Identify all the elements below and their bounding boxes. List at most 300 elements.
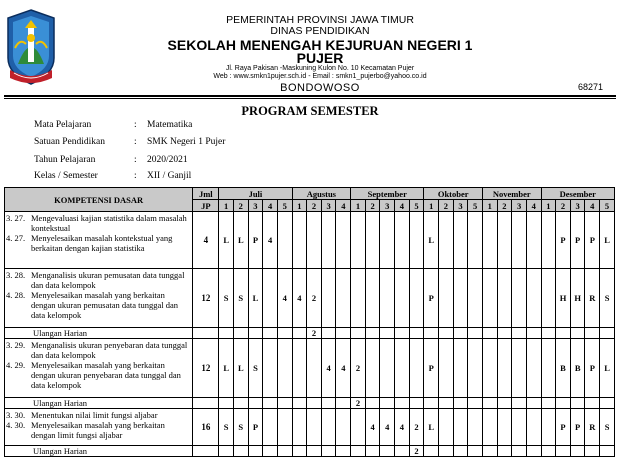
letterhead-agency: DINAS PENDIDIKAN [270, 25, 370, 37]
info-label: Mata Pelajaran [34, 120, 92, 130]
week-cell: 2 [351, 339, 366, 398]
header-week: 2 [233, 200, 248, 212]
week-cell: R [585, 409, 600, 446]
header-week: 1 [424, 200, 439, 212]
week-cell [497, 212, 512, 269]
week-cell: L [424, 409, 439, 446]
week-cell [277, 212, 292, 269]
week-cell [365, 328, 380, 339]
week-cell [365, 339, 380, 398]
info-separator: : [134, 137, 137, 147]
week-cell [336, 409, 351, 446]
competency-row [5, 269, 615, 328]
week-cell [600, 398, 615, 409]
header-week: 1 [541, 200, 556, 212]
week-cell [307, 212, 322, 269]
week-cell [263, 339, 278, 398]
week-cell [307, 398, 322, 409]
week-cell [497, 328, 512, 339]
week-cell: S [248, 339, 263, 398]
week-cell [277, 398, 292, 409]
week-cell: P [424, 339, 439, 398]
week-cell [468, 398, 483, 409]
competency-text: Mengevaluasi kajian statistika dalam masalah kontekstual [31, 213, 187, 233]
week-cell [365, 212, 380, 269]
week-cell [292, 398, 307, 409]
week-cell [497, 446, 512, 457]
week-cell: P [556, 212, 571, 269]
week-cell [395, 212, 410, 269]
week-cell [526, 212, 541, 269]
competency-cell [5, 409, 193, 446]
competency-cell [5, 339, 193, 398]
week-cell: 4 [395, 409, 410, 446]
week-cell [512, 328, 527, 339]
week-cell: 4 [380, 409, 395, 446]
week-cell: S [600, 409, 615, 446]
week-cell [482, 398, 497, 409]
week-cell: 2 [307, 328, 322, 339]
week-cell [263, 409, 278, 446]
week-cell [439, 339, 454, 398]
week-cell: 4 [321, 339, 336, 398]
competency-number: 3. 30. [6, 410, 26, 420]
competency-row [5, 212, 615, 269]
week-cell [556, 446, 571, 457]
header-week: 2 [497, 200, 512, 212]
week-cell [497, 269, 512, 328]
letterhead-address: Jl. Raya Pakisan -Maskuning Kulon No. 10 Kecamatan Pujer [225, 65, 415, 72]
header-week: 1 [482, 200, 497, 212]
competency-item [5, 213, 191, 233]
info-value: 2020/2021 [147, 155, 188, 165]
week-cell [439, 328, 454, 339]
week-cell [380, 269, 395, 328]
header-week: 3 [248, 200, 263, 212]
week-cell [248, 446, 263, 457]
week-cell [219, 446, 234, 457]
week-cell: P [424, 269, 439, 328]
week-cell [307, 339, 322, 398]
week-cell [263, 398, 278, 409]
week-cell [321, 212, 336, 269]
week-cell [453, 446, 468, 457]
week-cell [233, 446, 248, 457]
week-cell [219, 398, 234, 409]
letterhead-postal-code: 68271 [578, 82, 604, 92]
header-week: 4 [336, 200, 351, 212]
week-cell [395, 269, 410, 328]
letterhead-city: BONDOWOSO [280, 82, 360, 94]
week-cell [233, 398, 248, 409]
competency-text: Menganalisis ukuran pemusatan data tunggal dan data kelompok [31, 270, 185, 290]
week-cell [482, 409, 497, 446]
week-cell [424, 328, 439, 339]
week-cell: H [556, 269, 571, 328]
week-cell [526, 398, 541, 409]
ulangan-harian-row [5, 446, 615, 457]
header-month: Juli [219, 188, 292, 200]
week-cell [219, 328, 234, 339]
week-cell: 2 [409, 409, 424, 446]
week-cell: 2 [307, 269, 322, 328]
week-cell: L [219, 212, 234, 269]
competency-number: 4. 27. [6, 233, 26, 243]
competency-cell [5, 212, 193, 269]
week-cell: P [585, 212, 600, 269]
week-cell [556, 398, 571, 409]
week-cell: S [600, 269, 615, 328]
week-cell: S [233, 269, 248, 328]
week-cell: H [570, 269, 585, 328]
week-cell [336, 446, 351, 457]
week-cell [307, 446, 322, 457]
ulangan-harian-row [5, 398, 615, 409]
week-cell [439, 446, 454, 457]
week-cell [409, 269, 424, 328]
week-cell [277, 328, 292, 339]
header-week: 5 [277, 200, 292, 212]
week-cell [336, 269, 351, 328]
week-cell [263, 446, 278, 457]
week-cell: L [600, 212, 615, 269]
week-cell [556, 328, 571, 339]
header-month: November [482, 188, 541, 200]
week-cell [292, 328, 307, 339]
week-cell [395, 339, 410, 398]
week-cell: B [556, 339, 571, 398]
week-cell [380, 328, 395, 339]
week-cell [468, 328, 483, 339]
week-cell [497, 339, 512, 398]
info-value: Matematika [147, 120, 193, 130]
week-cell [409, 398, 424, 409]
week-cell [526, 328, 541, 339]
week-cell: R [585, 269, 600, 328]
header-week: 2 [556, 200, 571, 212]
week-cell [600, 328, 615, 339]
competency-item [5, 410, 191, 420]
competency-number: 3. 28. [6, 270, 26, 280]
info-separator: : [134, 171, 137, 181]
week-cell [453, 328, 468, 339]
info-separator: : [134, 155, 137, 165]
week-cell [365, 269, 380, 328]
week-cell [424, 398, 439, 409]
header-week: 1 [292, 200, 307, 212]
week-cell: P [248, 409, 263, 446]
week-cell [541, 446, 556, 457]
week-cell [526, 446, 541, 457]
week-cell: P [585, 339, 600, 398]
header-month: Oktober [424, 188, 483, 200]
info-row-school-year [34, 154, 334, 166]
header-week: 4 [585, 200, 600, 212]
document-title: PROGRAM SEMESTER [241, 104, 379, 118]
week-cell [468, 446, 483, 457]
week-cell [453, 409, 468, 446]
week-cell [512, 398, 527, 409]
week-cell [453, 339, 468, 398]
header-week: 3 [570, 200, 585, 212]
week-cell: 4 [292, 269, 307, 328]
jp-hours-cell: 12 [193, 339, 219, 398]
jp-hours-cell [193, 446, 219, 457]
week-cell [482, 446, 497, 457]
header-week: 3 [453, 200, 468, 212]
week-cell: 4 [365, 409, 380, 446]
header-week: 5 [468, 200, 483, 212]
week-cell [482, 328, 497, 339]
week-cell [497, 409, 512, 446]
week-cell: L [233, 339, 248, 398]
competency-row [5, 409, 615, 446]
week-cell: L [219, 339, 234, 398]
week-cell [248, 328, 263, 339]
week-cell: B [570, 339, 585, 398]
week-cell [585, 446, 600, 457]
week-cell [321, 398, 336, 409]
week-cell [512, 446, 527, 457]
week-cell [541, 269, 556, 328]
header-week: 2 [365, 200, 380, 212]
letterhead-school-location: PUJER [296, 50, 344, 66]
week-cell [570, 328, 585, 339]
info-row-institution [34, 136, 334, 148]
competency-text: Menganalisis ukuran penyebaran data tunggal dan data kelompok [31, 340, 188, 360]
week-cell [512, 409, 527, 446]
letterhead-government: PEMERINTAH PROVINSI JAWA TIMUR [226, 14, 414, 26]
week-cell [321, 409, 336, 446]
header-row-months [5, 188, 615, 200]
header-jp: JP [193, 200, 219, 212]
week-cell [526, 409, 541, 446]
week-cell [570, 446, 585, 457]
info-label: Kelas / Semester [34, 171, 98, 181]
week-cell: 4 [277, 269, 292, 328]
week-cell: P [570, 212, 585, 269]
week-cell [409, 339, 424, 398]
competency-text: Menyelesaikan masalah yang berkaitan dengan ukuran pemusatan data tunggal dan data kelompok [31, 290, 179, 320]
week-cell [541, 398, 556, 409]
letterhead-divider-thick [4, 95, 616, 97]
week-cell [541, 409, 556, 446]
week-cell: P [570, 409, 585, 446]
header-week: 4 [395, 200, 410, 212]
header-jml: Jml [193, 188, 219, 200]
week-cell [482, 269, 497, 328]
week-cell [395, 446, 410, 457]
ulangan-harian-label: Ulangan Harian [5, 446, 193, 457]
week-cell [307, 409, 322, 446]
competency-text: Menentukan nilai limit fungsi aljabar [31, 410, 158, 420]
header-month: Agustus [292, 188, 351, 200]
info-separator: : [134, 120, 137, 130]
week-cell [526, 339, 541, 398]
week-cell [292, 212, 307, 269]
week-cell [292, 409, 307, 446]
competency-text: Menyelesaikan masalah yang berkaitan dengan ukuran penyebaran data tunggal dan data kelompok [31, 360, 181, 390]
week-cell [600, 446, 615, 457]
letterhead-school-name: SEKOLAH MENENGAH KEJURUAN NEGERI 1 [167, 37, 473, 53]
week-cell [351, 446, 366, 457]
competency-item [5, 360, 191, 390]
week-cell [512, 212, 527, 269]
week-cell [512, 269, 527, 328]
header-week: 5 [409, 200, 424, 212]
competency-item [5, 290, 191, 320]
week-cell [351, 269, 366, 328]
week-cell: L [233, 212, 248, 269]
week-cell [526, 269, 541, 328]
week-cell [439, 409, 454, 446]
week-cell [468, 409, 483, 446]
ulangan-harian-row [5, 328, 615, 339]
competency-number: 4. 28. [6, 290, 26, 300]
provincial-emblem-logo [4, 8, 58, 88]
week-cell [380, 446, 395, 457]
header-kompetensi: KOMPETENSI DASAR [5, 188, 193, 212]
week-cell: P [248, 212, 263, 269]
week-cell [424, 446, 439, 457]
week-cell [541, 339, 556, 398]
week-cell: L [248, 269, 263, 328]
week-cell [380, 212, 395, 269]
ulangan-harian-label: Ulangan Harian [5, 398, 193, 409]
header-week: 1 [351, 200, 366, 212]
week-cell [321, 269, 336, 328]
info-row-class-semester [34, 170, 334, 182]
competency-item [5, 420, 191, 440]
jp-hours-cell [193, 398, 219, 409]
week-cell [541, 328, 556, 339]
info-row-subject [34, 119, 334, 131]
week-cell [263, 328, 278, 339]
week-cell [380, 339, 395, 398]
week-cell: S [233, 409, 248, 446]
week-cell [409, 212, 424, 269]
competency-text: Menyelesaikan masalah kontekstual yang berkaitan dengan kajian statistika [31, 233, 173, 253]
competency-number: 3. 29. [6, 340, 26, 350]
week-cell [395, 328, 410, 339]
week-cell [453, 398, 468, 409]
week-cell [439, 212, 454, 269]
week-cell [277, 339, 292, 398]
competency-number: 4. 29. [6, 360, 26, 370]
week-cell: P [556, 409, 571, 446]
competency-number: 3. 27. [6, 213, 26, 223]
week-cell [570, 398, 585, 409]
week-cell: L [424, 212, 439, 269]
info-label: Tahun Pelajaran [34, 155, 96, 165]
jp-hours-cell: 16 [193, 409, 219, 446]
week-cell: 4 [263, 212, 278, 269]
ulangan-harian-label: Ulangan Harian [5, 328, 193, 339]
info-label: Satuan Pendidikan [34, 137, 105, 147]
week-cell: S [219, 269, 234, 328]
week-cell [497, 398, 512, 409]
week-cell [409, 328, 424, 339]
week-cell [351, 328, 366, 339]
week-cell [365, 398, 380, 409]
header-week: 4 [263, 200, 278, 212]
header-week: 3 [512, 200, 527, 212]
competency-item [5, 340, 191, 360]
competency-row [5, 339, 615, 398]
week-cell [585, 328, 600, 339]
week-cell [439, 269, 454, 328]
week-cell [482, 339, 497, 398]
week-cell [512, 339, 527, 398]
week-cell [292, 446, 307, 457]
week-cell [233, 328, 248, 339]
header-week: 3 [321, 200, 336, 212]
header-week: 2 [439, 200, 454, 212]
week-cell [321, 328, 336, 339]
semester-program-table [4, 187, 615, 457]
letterhead-divider-thin [4, 98, 616, 99]
week-cell [248, 398, 263, 409]
week-cell [336, 398, 351, 409]
week-cell [336, 212, 351, 269]
week-cell: S [219, 409, 234, 446]
week-cell [453, 269, 468, 328]
week-cell [468, 269, 483, 328]
week-cell: L [600, 339, 615, 398]
week-cell [395, 398, 410, 409]
header-week: 1 [219, 200, 234, 212]
competency-number: 4. 30. [6, 420, 26, 430]
table-header [5, 188, 615, 212]
week-cell [263, 269, 278, 328]
table-body [5, 212, 615, 457]
week-cell [292, 339, 307, 398]
letterhead-web-email: Web : www.smkn1pujer.sch.id - Email : smkn1_pujerbo@yahoo.co.id [213, 73, 427, 80]
week-cell [468, 212, 483, 269]
header-week: 5 [600, 200, 615, 212]
week-cell [351, 409, 366, 446]
competency-text: Menyelesaikan masalah yang berkaitan dengan limit fungsi aljabar [31, 420, 165, 440]
week-cell [585, 398, 600, 409]
week-cell [336, 328, 351, 339]
competency-cell [5, 269, 193, 328]
week-cell [482, 212, 497, 269]
week-cell [277, 446, 292, 457]
header-week: 3 [380, 200, 395, 212]
week-cell [277, 409, 292, 446]
competency-item [5, 270, 191, 290]
jp-hours-cell [193, 328, 219, 339]
info-value: XII / Ganjil [147, 171, 192, 181]
week-cell [439, 398, 454, 409]
jp-hours-cell: 12 [193, 269, 219, 328]
header-month: Desember [541, 188, 614, 200]
week-cell: 2 [351, 398, 366, 409]
header-month: September [351, 188, 424, 200]
info-value: SMK Negeri 1 Pujer [147, 137, 226, 147]
week-cell [380, 398, 395, 409]
week-cell [468, 339, 483, 398]
week-cell [321, 446, 336, 457]
header-week: 4 [526, 200, 541, 212]
week-cell [453, 212, 468, 269]
header-week: 2 [307, 200, 322, 212]
competency-item [5, 233, 191, 253]
week-cell [365, 446, 380, 457]
week-cell: 4 [336, 339, 351, 398]
week-cell [541, 212, 556, 269]
jp-hours-cell: 4 [193, 212, 219, 269]
